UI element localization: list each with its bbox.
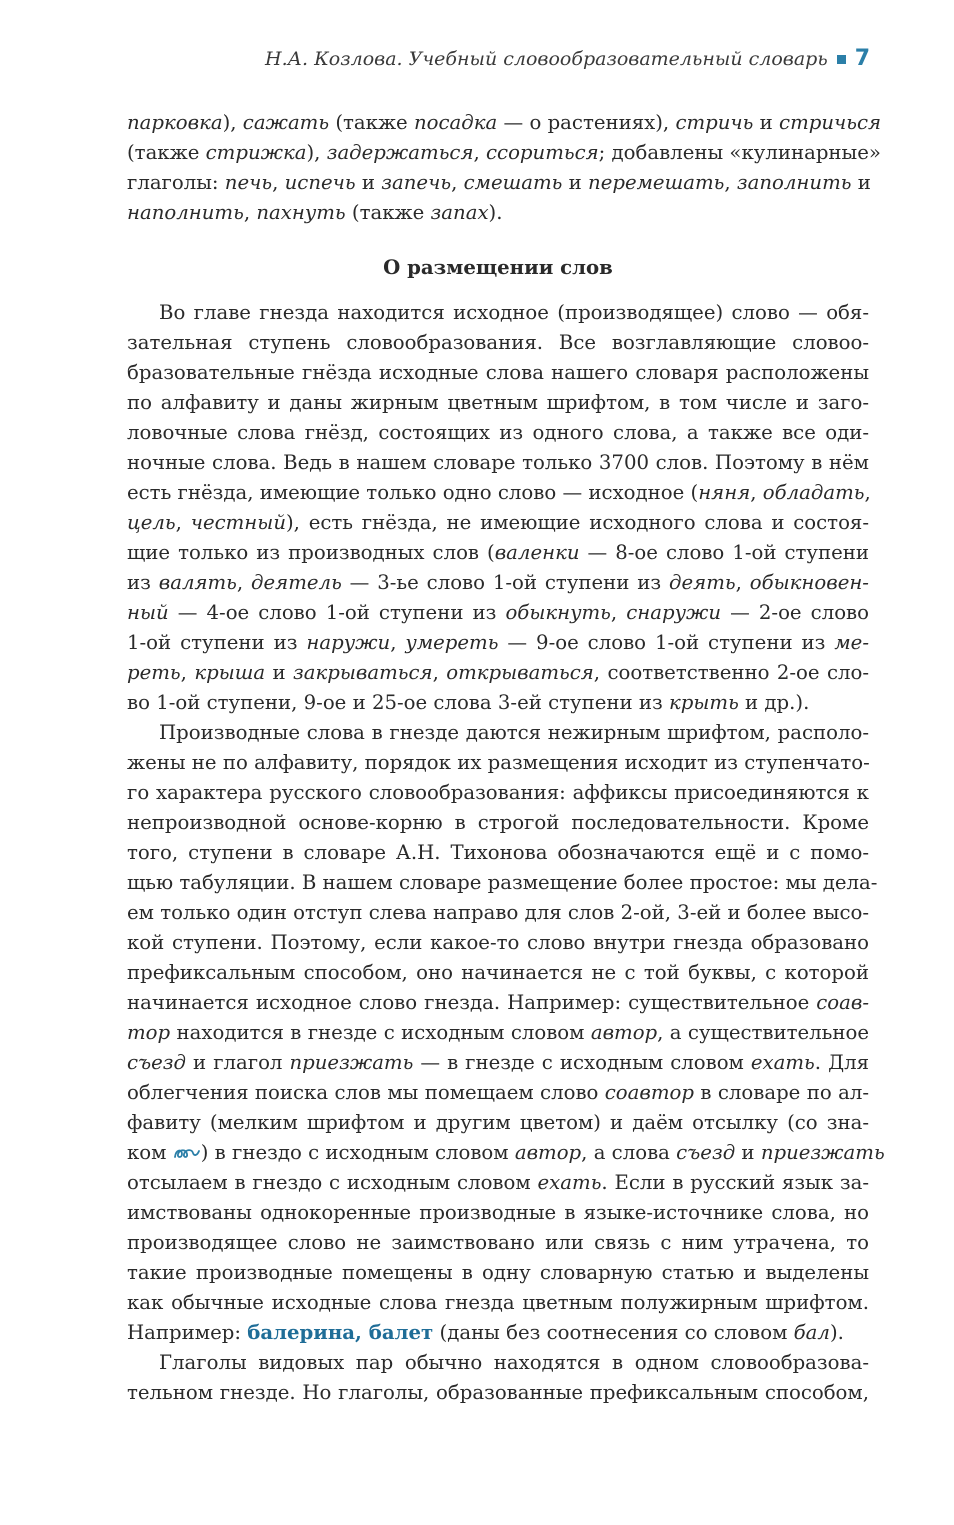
text-run: (также	[345, 201, 431, 224]
text-run: — в гнезде с исходным словом	[413, 1051, 751, 1074]
text-line	[127, 1168, 869, 1198]
text-run: , соответственно 2-ое сло-	[593, 661, 869, 684]
text-run: Например:	[127, 1321, 248, 1344]
text-run: ),	[306, 141, 327, 164]
text-run: тельном гнезде. Но глаголы, образованные префиксальным способом,	[127, 1381, 869, 1404]
text-run: облегчения поиска слов мы помещаем слово	[127, 1081, 605, 1104]
text-run: бразовательные гнёзда исходные слова нашего словаря расположены	[127, 361, 869, 384]
text-run: (также	[127, 141, 206, 164]
text-run: во 1-ой ступени, 9-ое и 25-ое слова 3-ей ступени из	[127, 691, 669, 714]
text-run: зательная ступень словообразования. Все возглавляющие словоо-	[127, 331, 869, 354]
text-line	[127, 628, 869, 658]
text-line	[127, 1048, 869, 1078]
text-line	[127, 358, 869, 388]
text-run: ),	[222, 111, 243, 134]
text-line	[127, 328, 869, 358]
italic-word: открываться	[446, 661, 594, 684]
italic-word: няня	[698, 481, 751, 504]
text-line	[127, 1318, 869, 1348]
italic-word: приезжать	[760, 1141, 885, 1164]
text-run: начинается исходное слово гнезда. Например: существительное	[127, 991, 817, 1014]
text-run: производящее слово не заимствовано или связь с ним утрачена, то	[127, 1231, 869, 1254]
text-run: ,	[750, 481, 763, 504]
text-run: отсылаем в гнездо с исходным словом	[127, 1171, 538, 1194]
text-line	[127, 1228, 869, 1258]
text-run: ,	[236, 571, 252, 594]
italic-word: смешать	[463, 171, 563, 194]
italic-word: снаружи	[626, 601, 722, 624]
text-run: глаголы:	[127, 171, 225, 194]
text-run: (даны без соотнесения со словом	[433, 1321, 794, 1344]
see-reference-icon	[173, 1146, 201, 1160]
text-line	[127, 108, 882, 138]
text-line	[127, 1078, 869, 1108]
italic-word: запечь	[381, 171, 452, 194]
text-run: жены не по алфавиту, порядок их размещения исходит из ступенчато-	[127, 751, 870, 774]
text-run: ,	[180, 661, 195, 684]
italic-word: соав-	[816, 991, 869, 1014]
italic-word: умереть	[405, 631, 499, 654]
italic-word: деять	[669, 571, 736, 594]
text-run: — 3-ье слово 1-ой ступени из	[341, 571, 670, 594]
text-line	[127, 658, 869, 688]
square-bullet-icon	[837, 55, 846, 64]
text-run: и	[562, 171, 589, 194]
text-run: ,	[610, 601, 627, 624]
text-run: ловочные слова гнёзд, состоящих из одного слова, а также все оди-	[127, 421, 869, 444]
text-run: . Для	[814, 1051, 869, 1074]
text-run: ; добавлены «кулинарные»	[598, 141, 881, 164]
italic-word: перемешать	[588, 171, 725, 194]
text-line	[127, 138, 881, 168]
text-line	[127, 868, 878, 898]
text-run: ,	[735, 571, 750, 594]
text-line	[127, 1378, 869, 1408]
italic-word: наружи	[306, 631, 391, 654]
text-line	[127, 808, 869, 838]
text-run: — 8-ое слово 1-ой ступени	[579, 541, 869, 564]
text-run: того, ступени в словаре А.Н. Тихонова обозначаются ещё и с помо-	[127, 841, 869, 864]
italic-word: реть	[127, 661, 181, 684]
italic-word: автор	[514, 1141, 582, 1164]
text-line	[127, 1288, 869, 1318]
text-line	[127, 1198, 869, 1228]
text-run: и	[355, 171, 382, 194]
text-line	[159, 1348, 869, 1378]
italic-word: ный	[127, 601, 169, 624]
text-line	[127, 168, 869, 198]
italic-word: закрываться	[293, 661, 433, 684]
italic-word: пахнуть	[256, 201, 346, 224]
page-number: 7	[854, 46, 870, 71]
text-run: ,	[864, 481, 871, 504]
italic-word: печь	[224, 171, 273, 194]
text-run: го характера русского словообразования: аффиксы присоединяются к	[127, 781, 869, 804]
italic-word: задержаться	[326, 141, 474, 164]
italic-word: тор	[127, 1021, 171, 1044]
text-line	[159, 298, 869, 328]
text-line	[127, 958, 869, 988]
italic-word: честный	[190, 511, 286, 534]
text-run: ) в гнездо с исходным словом	[200, 1141, 515, 1164]
text-run: кой ступени. Поэтому, если какое-то слово внутри гнезда образовано	[127, 931, 869, 954]
text-run: Производные слова в гнезде даются нежирным шрифтом, располо-	[159, 721, 869, 744]
italic-word: обыкновен-	[749, 571, 869, 594]
text-run: и	[265, 661, 294, 684]
text-line	[159, 718, 869, 748]
text-run: ем только один отступ слева направо для слов 2-ой, 3-ей и более высо-	[127, 901, 869, 924]
text-run: ,	[451, 171, 464, 194]
section-heading: О размещении слов	[383, 256, 613, 279]
running-head	[265, 46, 870, 71]
text-line	[127, 538, 869, 568]
text-run: Глаголы видовых пар обычно находятся в одном словообразова-	[159, 1351, 869, 1374]
italic-word: посадка	[413, 111, 498, 134]
text-run: имствованы однокоренные производные в языке-источнике слова, но	[127, 1201, 869, 1224]
text-run: ком	[127, 1141, 173, 1164]
text-run: ,	[432, 661, 447, 684]
text-run: Во главе гнезда находится исходное (производящее) слово — обя-	[159, 301, 869, 324]
text-run: (также	[329, 111, 414, 134]
text-line	[127, 568, 869, 598]
text-run: — 4-ое слово 1-ой ступени из	[168, 601, 506, 624]
text-line	[127, 688, 869, 718]
text-run: — 2-ое слово	[721, 601, 869, 624]
text-run: щью табуляции. В нашем словаре размещение более простое: мы дела-	[127, 871, 878, 894]
text-line	[127, 508, 869, 538]
italic-word: наполнить	[127, 201, 244, 224]
italic-word: автор	[590, 1021, 658, 1044]
text-line	[127, 478, 869, 508]
text-run: из	[127, 571, 159, 594]
italic-word: деятель	[251, 571, 342, 594]
text-line	[127, 1258, 869, 1288]
italic-word: ехать	[750, 1051, 815, 1074]
italic-word: соавтор	[604, 1081, 694, 1104]
text-run: и глагол	[186, 1051, 290, 1074]
italic-word: ссориться	[486, 141, 599, 164]
text-run: ,	[272, 171, 285, 194]
text-run: ,	[724, 171, 737, 194]
italic-word: стрижка	[205, 141, 307, 164]
italic-word: парковка	[127, 111, 223, 134]
text-run: в словаре по ал-	[693, 1081, 869, 1104]
text-run: непроизводной основе-корню в строгой последовательности. Кроме	[127, 811, 869, 834]
italic-word: ме-	[834, 631, 869, 654]
text-line	[127, 448, 869, 478]
text-run: и	[735, 1141, 761, 1164]
italic-word: съезд	[676, 1141, 736, 1164]
italic-word: запах	[430, 201, 489, 224]
text-run: ), есть гнёзда, не имеющие исходного слова и состоя-	[286, 511, 869, 534]
text-run: . Если в русский язык за-	[601, 1171, 869, 1194]
italic-word: обладать	[762, 481, 865, 504]
text-line	[127, 988, 869, 1018]
text-line	[127, 1018, 869, 1048]
italic-word: бал	[793, 1321, 830, 1344]
text-run: префиксальным способом, оно начинается не с той буквы, с которой	[127, 961, 869, 984]
italic-word: испечь	[284, 171, 356, 194]
text-line	[127, 748, 869, 778]
running-title: Н.А. Козлова. Учебный словообразовательный словарь	[265, 47, 828, 70]
text-run: фавиту (мелким шрифтом и другим цветом) и даём отсылку (со зна-	[127, 1111, 869, 1134]
text-run: — 9-ое слово 1-ой ступени из	[498, 631, 835, 654]
italic-word: стричься	[779, 111, 882, 134]
text-run: такие производные помещены в одну словарную статью и выделены	[127, 1261, 869, 1284]
text-run: по алфавиту и даны жирным цветным шрифтом, в том числе и заго-	[127, 391, 869, 414]
italic-word: крыша	[194, 661, 266, 684]
text-run: и	[753, 111, 780, 134]
text-run: ).	[829, 1321, 844, 1344]
italic-word: стричь	[675, 111, 754, 134]
text-line	[127, 1108, 869, 1138]
text-run: 1-ой ступени из	[127, 631, 307, 654]
italic-word: крыть	[669, 691, 739, 714]
italic-word: приезжать	[289, 1051, 414, 1074]
text-line	[127, 388, 869, 418]
text-run: ).	[488, 201, 503, 224]
text-run: есть гнёзда, имеющие только одно слово — исходное (	[127, 481, 699, 504]
text-run: , а существительное	[657, 1021, 870, 1044]
text-run: и	[851, 171, 871, 194]
text-line	[127, 928, 869, 958]
text-line	[127, 778, 869, 808]
text-run: как обычные исходные слова гнезда цветным полужирным шрифтом.	[127, 1291, 869, 1314]
text-run: находится в гнезде с исходным словом	[170, 1021, 591, 1044]
text-run: , а слова	[581, 1141, 677, 1164]
text-run: ,	[243, 201, 257, 224]
italic-word: обыкнуть	[505, 601, 611, 624]
text-run: щие только из производных слов (	[127, 541, 495, 564]
italic-word: сажать	[242, 111, 330, 134]
italic-word: ехать	[537, 1171, 602, 1194]
text-run: ночные слова. Ведь в нашем словаре только 3700 слов. Поэтому в нём	[127, 451, 869, 474]
highlighted-headword: балерина, балет	[247, 1321, 434, 1344]
text-run: ,	[175, 511, 191, 534]
text-line	[127, 198, 869, 228]
text-line	[127, 418, 869, 448]
text-line	[127, 1138, 885, 1168]
text-run: и др.).	[738, 691, 810, 714]
italic-word: цель	[127, 511, 176, 534]
text-run: ,	[390, 631, 406, 654]
italic-word: съезд	[127, 1051, 187, 1074]
text-line	[127, 598, 869, 628]
text-line	[127, 838, 869, 868]
italic-word: валять	[158, 571, 237, 594]
text-run: ,	[473, 141, 487, 164]
text-line	[127, 898, 869, 928]
italic-word: заполнить	[736, 171, 852, 194]
italic-word: валенки	[494, 541, 580, 564]
text-run: — о растениях),	[497, 111, 676, 134]
